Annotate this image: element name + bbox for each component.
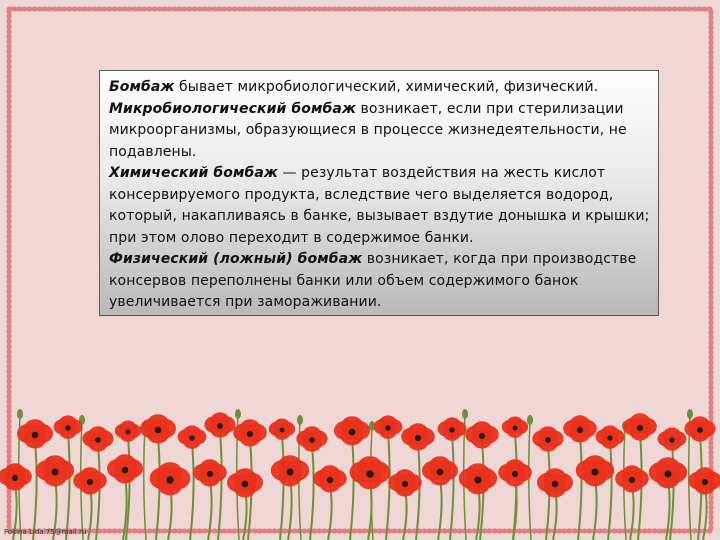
poppy-flower <box>615 465 649 540</box>
paragraph-chemical <box>109 163 650 249</box>
poppy-flower <box>271 455 309 540</box>
term-physical-bombage: Физический (ложный) бомбаж <box>109 251 363 267</box>
definition-bombage-types: бывает микробиологический, химический, физический. <box>174 79 599 95</box>
poppy-flower <box>313 465 347 540</box>
term-microbiological-bombage: Микробиологический бомбаж <box>109 100 356 117</box>
poppy-flower <box>537 468 573 540</box>
paragraph-bombage-types <box>109 77 650 99</box>
bombage-text-box <box>99 70 659 316</box>
term-chemical-bombage: Химический бомбаж <box>109 165 278 181</box>
definition-microbiological: возникает, если при стерилизации микроорганизмы, образующиеся в процессе жизнедеятельности, не подавлены. <box>109 100 627 160</box>
poppy-flower <box>649 457 687 540</box>
paragraph-microbiological <box>109 99 650 164</box>
poppy-flowers-decoration <box>0 400 720 540</box>
poppy-flower <box>227 468 263 540</box>
poppy-bud <box>142 421 148 540</box>
poppy-flower <box>688 467 720 540</box>
author-email-watermark: Fokina.Lida.75@mail.ru <box>4 528 87 536</box>
definition-physical: возникает, когда при производстве консервов переполнены банки или объем содержимого банок увеличивается при замораживании. <box>109 251 637 310</box>
term-bombage: Бомбаж <box>109 79 175 95</box>
paragraph-physical <box>109 249 650 314</box>
poppy-flower <box>150 462 191 540</box>
poppy-flower <box>107 454 143 540</box>
definition-chemical: — результат воздействия на жесть кислот консервируемого продукта, вследствие чего выделяется водород, который, накапливаясь в банке, вызывает вздутие донышка и крышки; при этом олово переходит в содержимое банки. <box>109 165 650 246</box>
poppy-flower <box>350 456 391 540</box>
poppy-flower <box>498 459 532 540</box>
